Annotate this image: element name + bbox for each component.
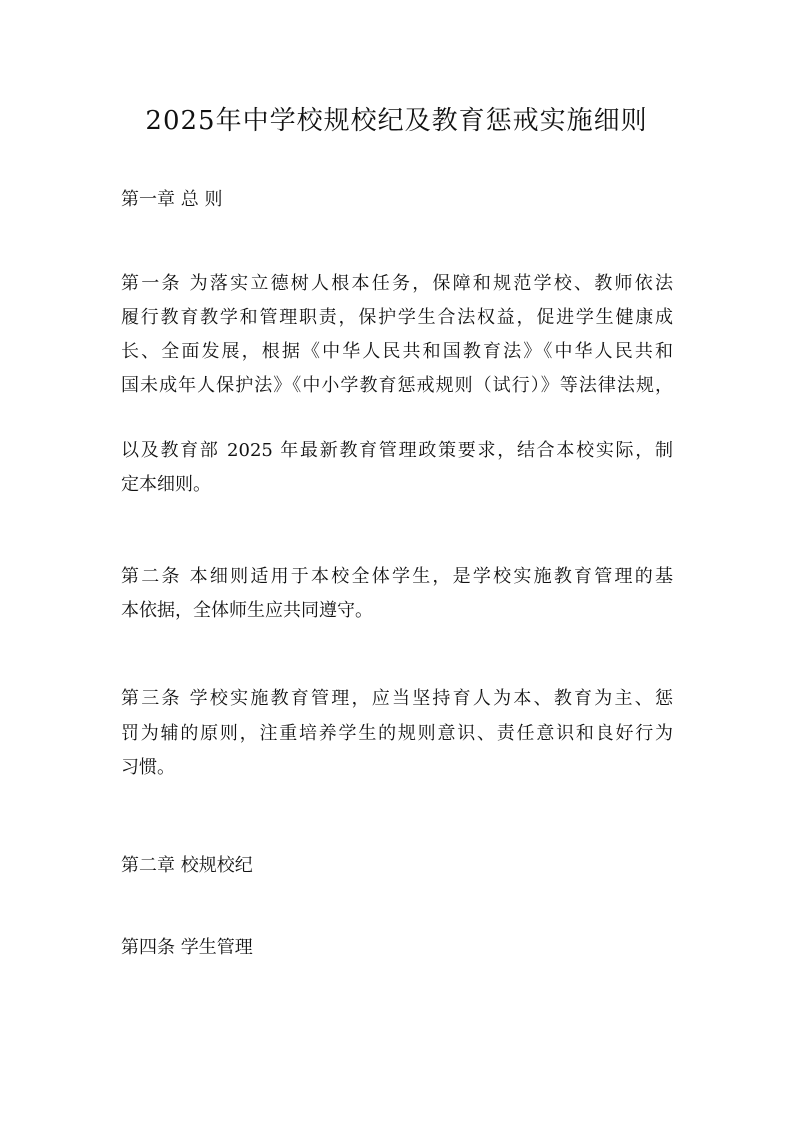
chapter-heading: 第二章 校规校纪 — [121, 855, 253, 876]
article-2-line: 第二条 本细则适用于本校全体学生，是学校实施教育管理的基 — [121, 566, 673, 587]
chapter-heading: 第一章 总 则 — [121, 189, 223, 210]
article-1-line: 定本细则。 — [121, 474, 211, 495]
article-4-heading: 第四条 学生管理 — [121, 937, 253, 958]
article-1-line: 履行教育教学和管理职责，保护学生合法权益，促进学生健康成 — [121, 307, 673, 328]
article-3-line: 罚为辅的原则，注重培养学生的规则意识、责任意识和良好行为 — [121, 723, 673, 744]
article-1-line: 以及教育部 2025 年最新教育管理政策要求，结合本校实际，制 — [121, 440, 673, 461]
article-1-line: 长、全面发展，根据《中华人民共和国教育法》《中华人民共和 — [121, 341, 673, 362]
article-3-line: 第三条 学校实施教育管理，应当坚持育人为本、教育为主、惩 — [121, 688, 673, 709]
article-2-line: 本依据，全体师生应共同遵守。 — [121, 600, 373, 621]
article-1-line: 国未成年人保护法》《中小学教育惩戒规则（试行）》等法律法规， — [121, 375, 673, 396]
document-title: 2025年中学校规校纪及教育惩戒实施细则 — [145, 106, 648, 136]
article-1-line: 第一条 为落实立德树人根本任务，保障和规范学校、教师依法 — [121, 273, 673, 294]
article-3-line: 习惯。 — [121, 757, 175, 778]
